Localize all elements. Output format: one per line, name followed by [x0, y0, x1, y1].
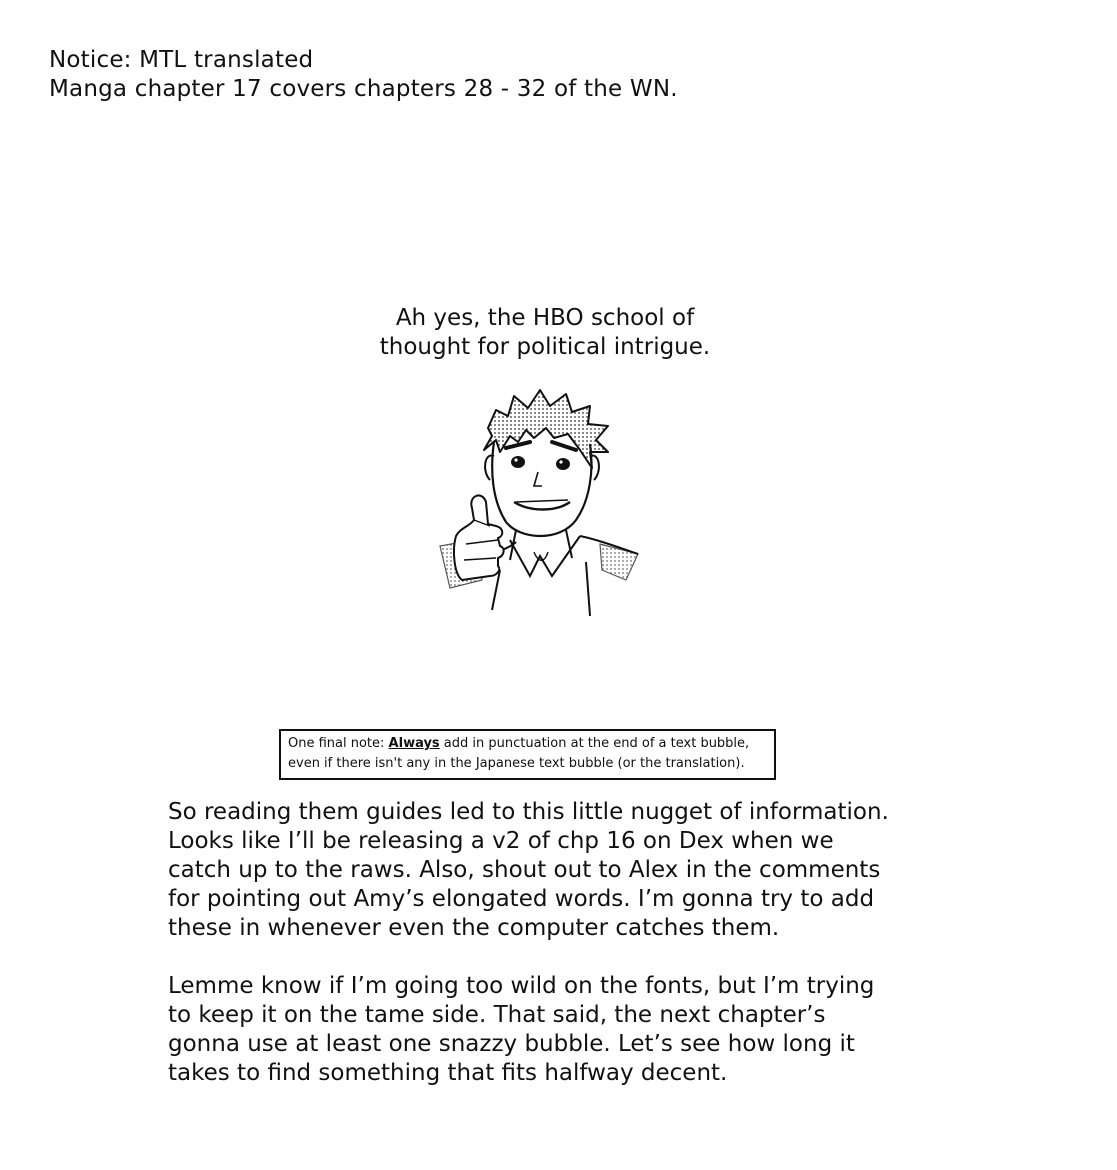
final-note-box	[279, 729, 776, 780]
caption-line-2: thought for political intrigue.	[379, 334, 711, 360]
paragraph2-line: to keep it on the tame side. That said, the next chapter’s	[168, 1002, 826, 1028]
notice-block	[49, 46, 678, 104]
note-prefix: One final note:	[288, 736, 389, 751]
paragraph1-line: Looks like I’ll be releasing a v2 of chp 16 on Dex when we	[168, 828, 834, 854]
paragraph1-line: catch up to the raws. Also, shout out to Alex in the comments	[168, 857, 881, 883]
paragraph1-line: for pointing out Amy’s elongated words. I’m gonna try to add	[168, 886, 875, 912]
note-line-1	[288, 734, 767, 754]
paragraph2-line: Lemme know if I’m going too wild on the fonts, but I’m trying	[168, 973, 875, 999]
notice-line-coverage: Manga chapter 17 covers chapters 28 - 32 of the WN.	[49, 76, 678, 102]
note-line-2: even if there isn't any in the Japanese text bubble (or the translation).	[288, 756, 745, 771]
thumbs-up-character-icon	[430, 380, 645, 620]
caption-line-1: Ah yes, the HBO school of	[395, 305, 695, 331]
translator-notes	[168, 798, 908, 1117]
note-emphasis: Always	[388, 736, 440, 751]
paragraph-fonts	[168, 972, 908, 1088]
notice-line-mtl: Notice: MTL translated	[49, 47, 314, 73]
paragraph-releases	[168, 798, 908, 943]
caption	[340, 304, 750, 362]
paragraph1-line: these in whenever even the computer catches them.	[168, 915, 780, 941]
paragraph1-line: So reading them guides led to this little nugget of information.	[168, 799, 889, 825]
paragraph2-line: gonna use at least one snazzy bubble. Let’s see how long it	[168, 1031, 855, 1057]
paragraph2-line: takes to find something that fits halfway decent.	[168, 1060, 728, 1086]
note-rest: add in punctuation at the end of a text bubble,	[439, 736, 750, 751]
